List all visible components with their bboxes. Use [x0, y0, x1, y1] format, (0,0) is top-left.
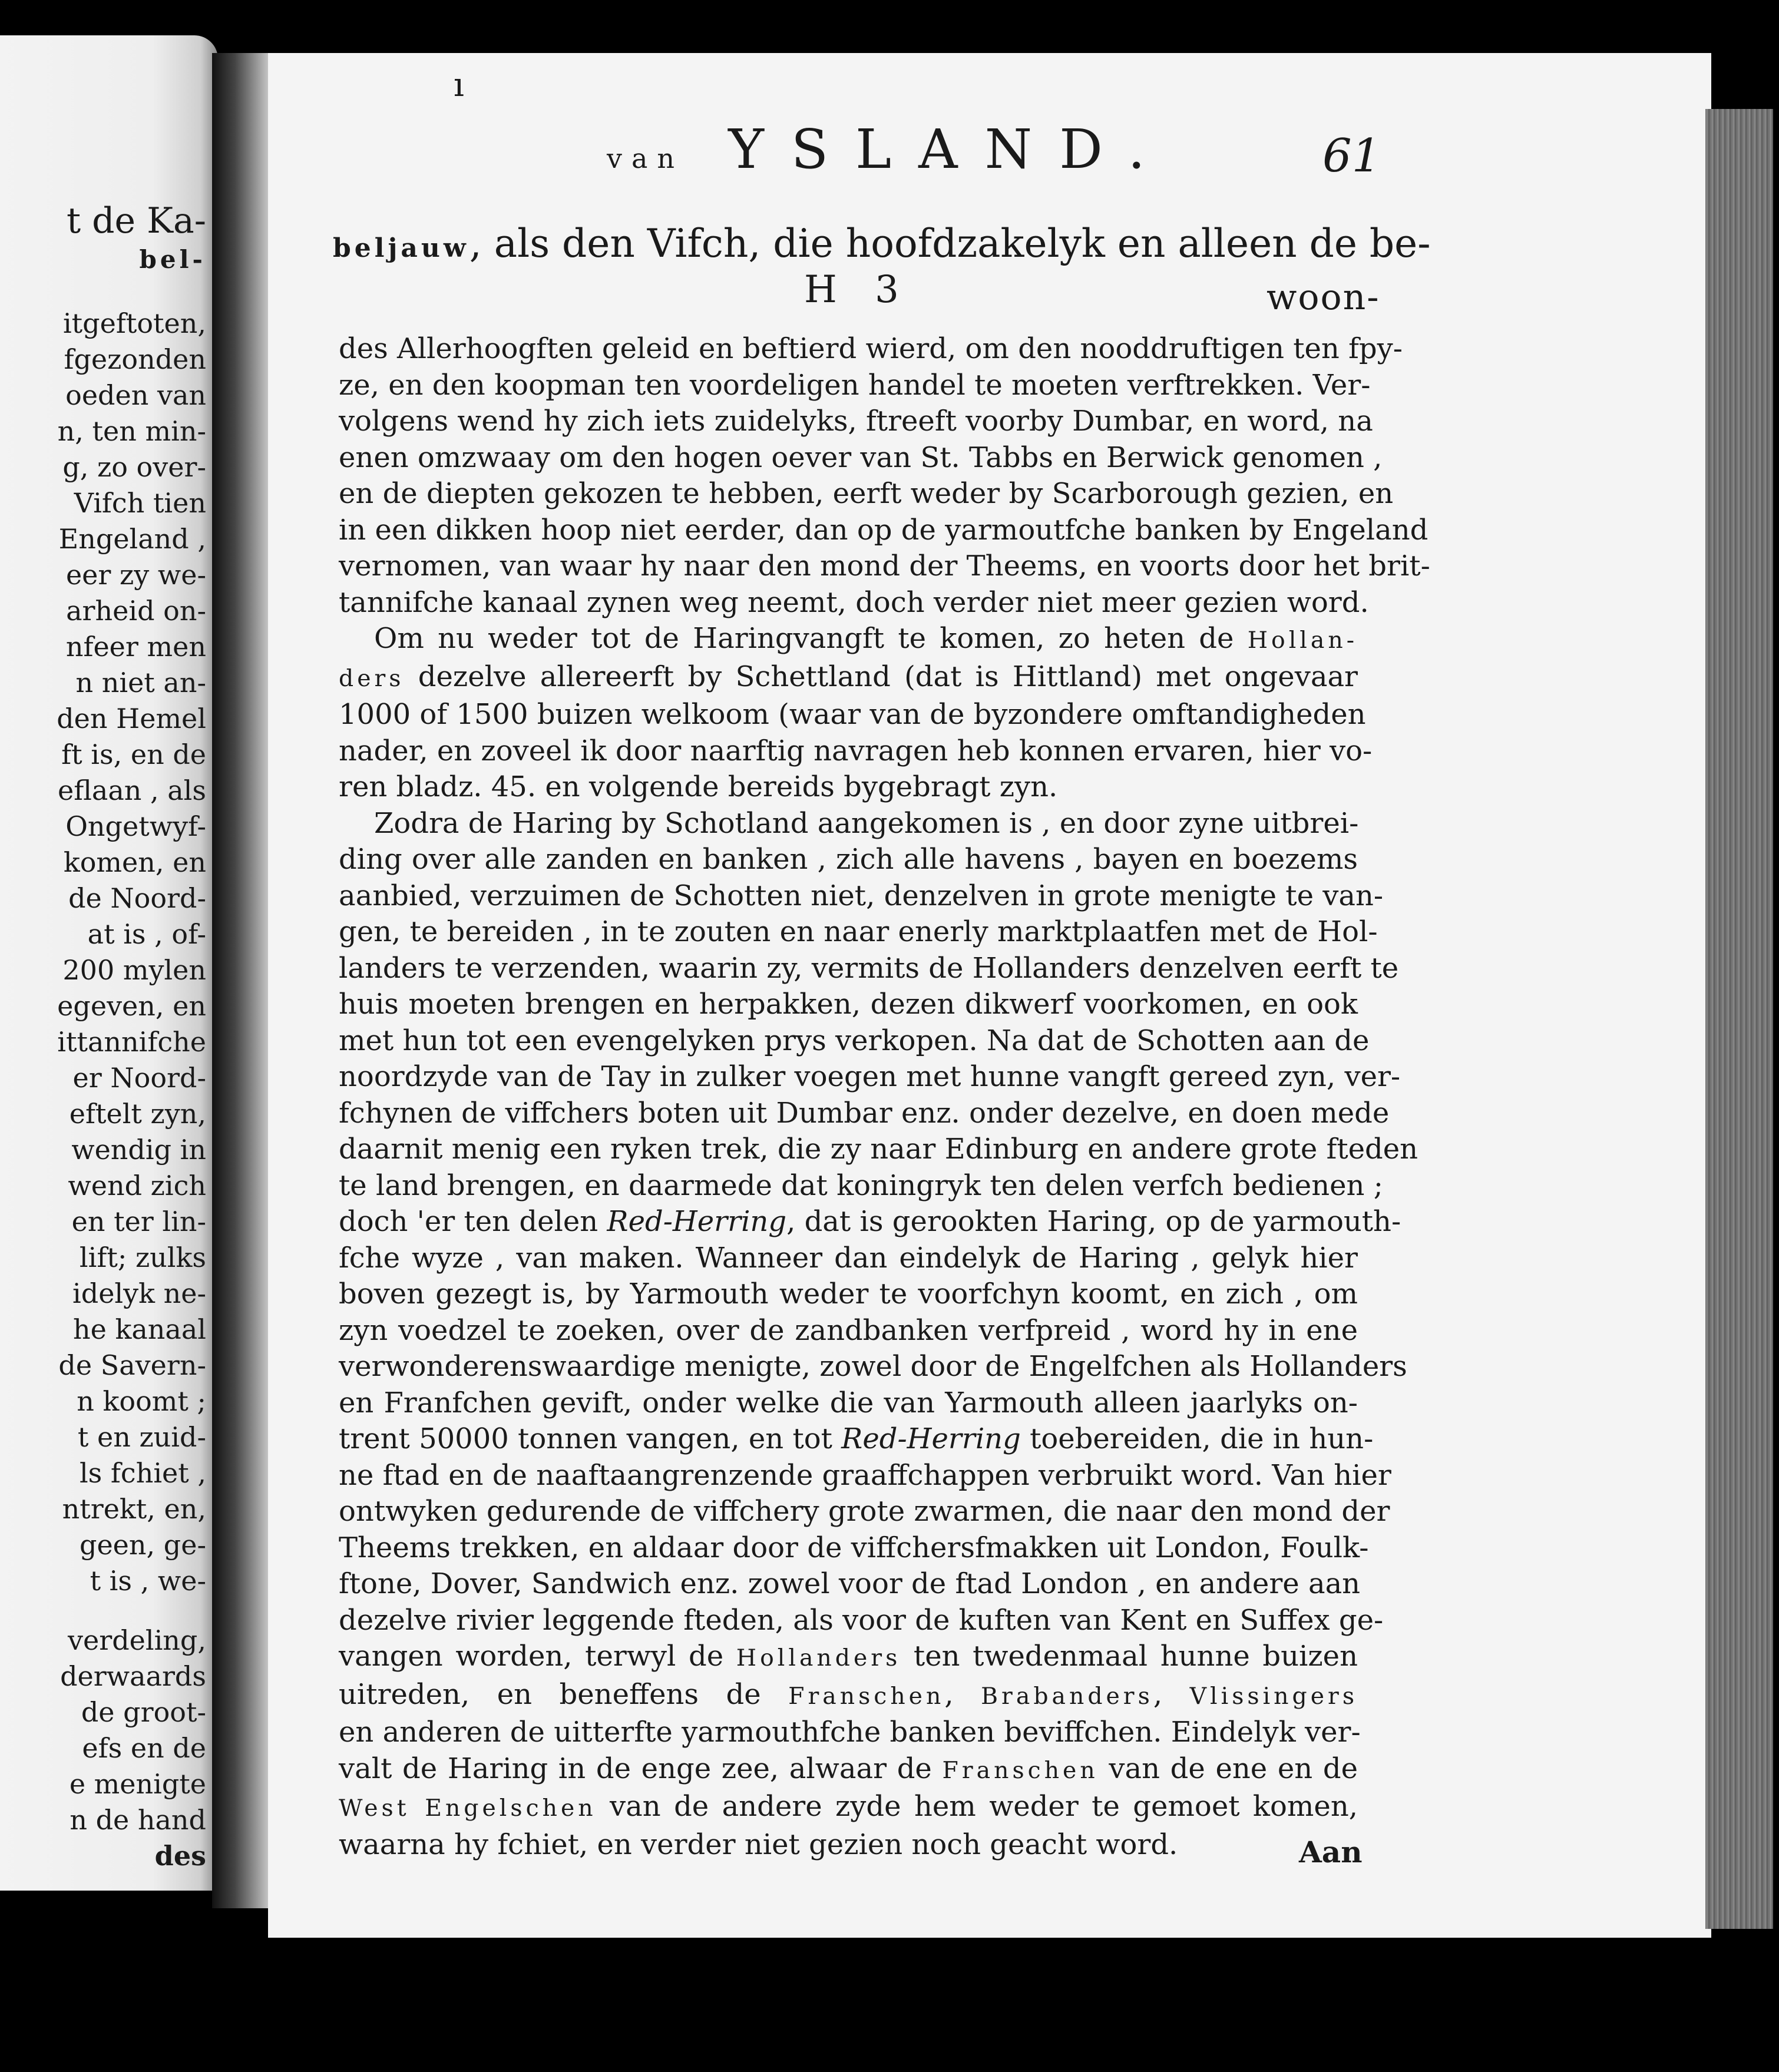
- running-head-title: YSLAND.: [728, 118, 1172, 181]
- misplaced-line-smallcaps: beljauw: [333, 233, 469, 263]
- text-line: dezelve rivier leggende fteden, als voor de kuften van Kent en Suffex ge-: [339, 1603, 1384, 1637]
- text-line: ding over alle zanden en banken , zich alle havens , bayen en boezems: [339, 843, 1358, 876]
- left-line: oeden van: [65, 379, 206, 411]
- text-line: zyn voedzel te zoeken, over de zandbanken verfpreid , word hy in ene: [339, 1313, 1358, 1347]
- text-run: ten twedenmaal hunne buizen: [901, 1640, 1358, 1673]
- left-line: t en zuid-: [77, 1421, 206, 1453]
- text-run: ,: [1153, 1677, 1190, 1711]
- text-line: [339, 1751, 1358, 1789]
- text-line: [339, 1789, 1358, 1827]
- left-line: de Noord-: [68, 882, 206, 914]
- left-page-text: [0, 200, 206, 1874]
- signature-mark: H 3: [804, 268, 912, 312]
- left-line: efs en de: [82, 1732, 206, 1764]
- text-line: boven gezegt is, by Yarmouth weder te voorfchyn koomt, en zich , om: [339, 1277, 1358, 1310]
- left-line: komen, en: [63, 846, 206, 878]
- smallcaps-run: Hollanders: [736, 1644, 901, 1671]
- smallcaps-run: Franschen: [788, 1682, 945, 1710]
- left-line: arheid on-: [66, 595, 206, 627]
- left-line: eer zy we-: [65, 559, 206, 591]
- left-line: t is , we-: [90, 1565, 206, 1597]
- text-run: van de ene en de: [1098, 1752, 1358, 1785]
- text-line: Zodra de Haring by Schotland aangekomen is , en door zyne uitbrei-: [374, 806, 1359, 840]
- smallcaps-run: Vlissingers: [1189, 1682, 1358, 1710]
- book-gutter: [212, 53, 277, 1908]
- text-line: noordzyde van de Tay in zulker voegen met hunne vangft gereed zyn, ver-: [339, 1060, 1401, 1093]
- text-line: nader, en zoveel ik door naarftig navragen heb konnen ervaren, hier vo-: [339, 734, 1373, 767]
- text-line: huis moeten brengen en herpakken, dezen dikwerf voorkomen, en ook: [339, 988, 1358, 1021]
- text-line: enen omzwaay om den hogen oever van St. Tabbs en Berwick genomen ,: [339, 441, 1383, 474]
- smallcaps-run: Brabanders: [981, 1682, 1153, 1710]
- text-run: vangen worden, terwyl de: [339, 1640, 736, 1673]
- text-line: [339, 1204, 1401, 1240]
- italic-run: Red-Herring: [607, 1205, 787, 1238]
- left-page: [0, 35, 218, 1891]
- text-line: [339, 659, 1358, 697]
- left-line: lift; zulks: [79, 1242, 206, 1273]
- text-line: waarna hy fchiet, en verder niet gezien noch geacht word.: [339, 1828, 1178, 1861]
- smallcaps-run: ders: [339, 664, 405, 692]
- text-line: [339, 621, 1358, 659]
- left-line: Engeland ,: [58, 523, 206, 555]
- left-header-smallcaps: bel-: [139, 245, 206, 274]
- left-header-line: t de Ka-: [66, 200, 206, 241]
- left-line: den Hemel: [57, 703, 206, 734]
- left-line: at is , of-: [87, 918, 206, 950]
- left-line: e menigte: [69, 1768, 206, 1800]
- text-line: te land brengen, en daarmede dat koningryk ten delen verfch bedienen ;: [339, 1169, 1383, 1202]
- text-run: Om nu weder tot de Haringvangft te komen, zo heten de: [374, 622, 1248, 655]
- text-line: en anderen de uitterfte yarmouthfche banken beviffchen. Eindelyk ver-: [339, 1716, 1361, 1749]
- left-line: n de hand: [70, 1804, 206, 1836]
- text-line: Theems trekken, en aldaar door de viffchersfmakken uit London, Foulk-: [339, 1531, 1369, 1564]
- text-run: uitreden, en beneffens de: [339, 1677, 789, 1711]
- text-line: [339, 1421, 1374, 1458]
- left-line: 200 mylen: [62, 954, 206, 986]
- left-line: verdeling,: [68, 1624, 206, 1656]
- text-line: fche wyze , van maken. Wanneer dan eindelyk de Haring , gelyk hier: [339, 1241, 1358, 1275]
- left-line: ittannifche: [57, 1026, 206, 1058]
- text-line: aanbied, verzuimen de Schotten niet, denzelven in grote menigte te van-: [339, 879, 1384, 912]
- text-line: ze, en den koopman ten voordeligen handel te moeten verftrekken. Ver-: [339, 368, 1371, 402]
- text-line: ontwyken gedurende de viffchery grote zwarmen, die naar den mond der: [339, 1495, 1390, 1528]
- text-line: 1000 of 1500 buizen welkoom (waar van de byzondere omftandigheden: [339, 698, 1366, 731]
- text-line: des Allerhoogften geleid en beftierd wierd, om den nooddruftigen ten fpy-: [339, 332, 1403, 365]
- text-line: en de diepten gekozen te hebben, eerft weder by Scarborough gezien, en: [339, 477, 1394, 510]
- catchword-top: woon-: [1267, 277, 1380, 318]
- running-head-small: van: [607, 143, 685, 174]
- left-line: egeven, en: [57, 990, 206, 1022]
- left-line: he kanaal: [73, 1313, 206, 1345]
- text-line: ne ftad en de naaftaangrenzende graaffchappen verbruikt word. Van hier: [339, 1458, 1391, 1492]
- smallcaps-run: Franschen: [942, 1756, 1099, 1784]
- left-line: ls fchiet ,: [79, 1457, 206, 1489]
- left-line: Vifch tien: [74, 487, 206, 519]
- left-line: idelyk ne-: [72, 1277, 206, 1309]
- text-run: , dat is gerookten Haring, op de yarmouth-: [786, 1205, 1401, 1238]
- text-line: [339, 1677, 1358, 1715]
- text-line: gen, te bereiden , in te zouten en naar enerly marktplaatfen met de Hol-: [339, 915, 1378, 948]
- text-run: doch 'er ten delen: [339, 1205, 607, 1238]
- left-catchword: des: [154, 1840, 206, 1872]
- text-line: landers te verzenden, waarin zy, vermits de Hollanders denzelven eerft te: [339, 951, 1399, 985]
- text-run: trent 50000 tonnen vangen, en tot: [339, 1422, 842, 1455]
- smallcaps-run: West Engelschen: [339, 1795, 597, 1822]
- italic-run: Red-Herring: [841, 1422, 1021, 1455]
- text-line: daarnit menig een ryken trek, die zy naar Edinburg en andere grote fteden: [339, 1133, 1418, 1166]
- left-line: fgezonden: [64, 343, 206, 375]
- smallcaps-run: Hollan-: [1247, 627, 1358, 654]
- left-line: itgeftoten,: [62, 307, 206, 339]
- left-line: er Noord-: [72, 1062, 206, 1094]
- left-line: Ongetwyf-: [65, 810, 206, 842]
- left-line: ntrekt, en,: [62, 1493, 206, 1525]
- text-line: ftone, Dover, Sandwich enz. zowel voor de ftad London , en andere aan: [339, 1567, 1361, 1600]
- text-line: verwonderenswaardige menigte, zowel door de Engelfchen als Hollanders: [339, 1350, 1407, 1383]
- text-run: dezelve allereerft by Schettland (dat is Hittland) met ongevaar: [404, 660, 1358, 693]
- text-line: met hun tot een evengelyken prys verkopen. Na dat de Schotten aan de: [339, 1024, 1370, 1057]
- text-run: ,: [944, 1677, 981, 1711]
- left-line: ft is, en de: [61, 739, 206, 770]
- head-mark: ı: [454, 66, 464, 104]
- misplaced-line: [333, 221, 1431, 266]
- left-line: de groot-: [81, 1696, 206, 1728]
- left-line: de Savern-: [58, 1349, 206, 1381]
- running-head: [607, 118, 1196, 181]
- left-line: n niet an-: [75, 667, 206, 699]
- left-line: geen, ge-: [80, 1529, 206, 1561]
- left-line: en ter lin-: [71, 1206, 206, 1237]
- text-line: en Franfchen gevift, onder welke die van Yarmouth alleen jaarlyks on-: [339, 1386, 1358, 1419]
- text-run: toebereiden, die in hun-: [1020, 1422, 1374, 1455]
- text-line: volgens wend hy zich iets zuidelyks, ftreeft voorby Dumbar, en word, na: [339, 405, 1373, 438]
- misplaced-line-rest: , als den Vifch, die hoofdzakelyk en alleen de be-: [469, 221, 1431, 266]
- text-run: van de andere zyde hem weder te gemoet komen,: [596, 1790, 1358, 1823]
- text-line: ren bladz. 45. en volgende bereids bygebragt zyn.: [339, 770, 1058, 803]
- body-text: [339, 331, 1430, 1863]
- left-line: n, ten min-: [57, 415, 206, 447]
- text-line: [339, 1639, 1358, 1677]
- left-line: g, zo over-: [62, 451, 206, 483]
- left-line: n koomt ;: [77, 1385, 206, 1417]
- text-line: tannifche kanaal zynen weg neemt, doch verder niet meer gezien word.: [339, 585, 1369, 619]
- text-line: in een dikken hoop niet eerder, dan op de yarmoutfche banken by Engeland: [339, 513, 1429, 547]
- text-line: vernomen, van waar hy naar den mond der Theems, en voorts door het brit-: [339, 550, 1430, 582]
- left-line: eftelt zyn,: [69, 1098, 206, 1130]
- page-block-edge: [1705, 109, 1773, 1929]
- left-line: derwaards: [60, 1660, 206, 1692]
- left-line: wend zich: [68, 1170, 206, 1202]
- left-line: eflaan , als: [58, 774, 206, 806]
- text-run: valt de Haring in de enge zee, alwaar de: [339, 1752, 943, 1785]
- page-number: 61: [1322, 130, 1381, 183]
- catchword-bottom: Aan: [1299, 1835, 1363, 1869]
- left-paragraph-gap: [0, 1599, 206, 1623]
- left-line: nfeer men: [65, 631, 206, 663]
- left-line: wendig in: [71, 1134, 206, 1166]
- text-line: fchynen de viffchers boten uit Dumbar enz. onder dezelve, en doen mede: [339, 1096, 1390, 1130]
